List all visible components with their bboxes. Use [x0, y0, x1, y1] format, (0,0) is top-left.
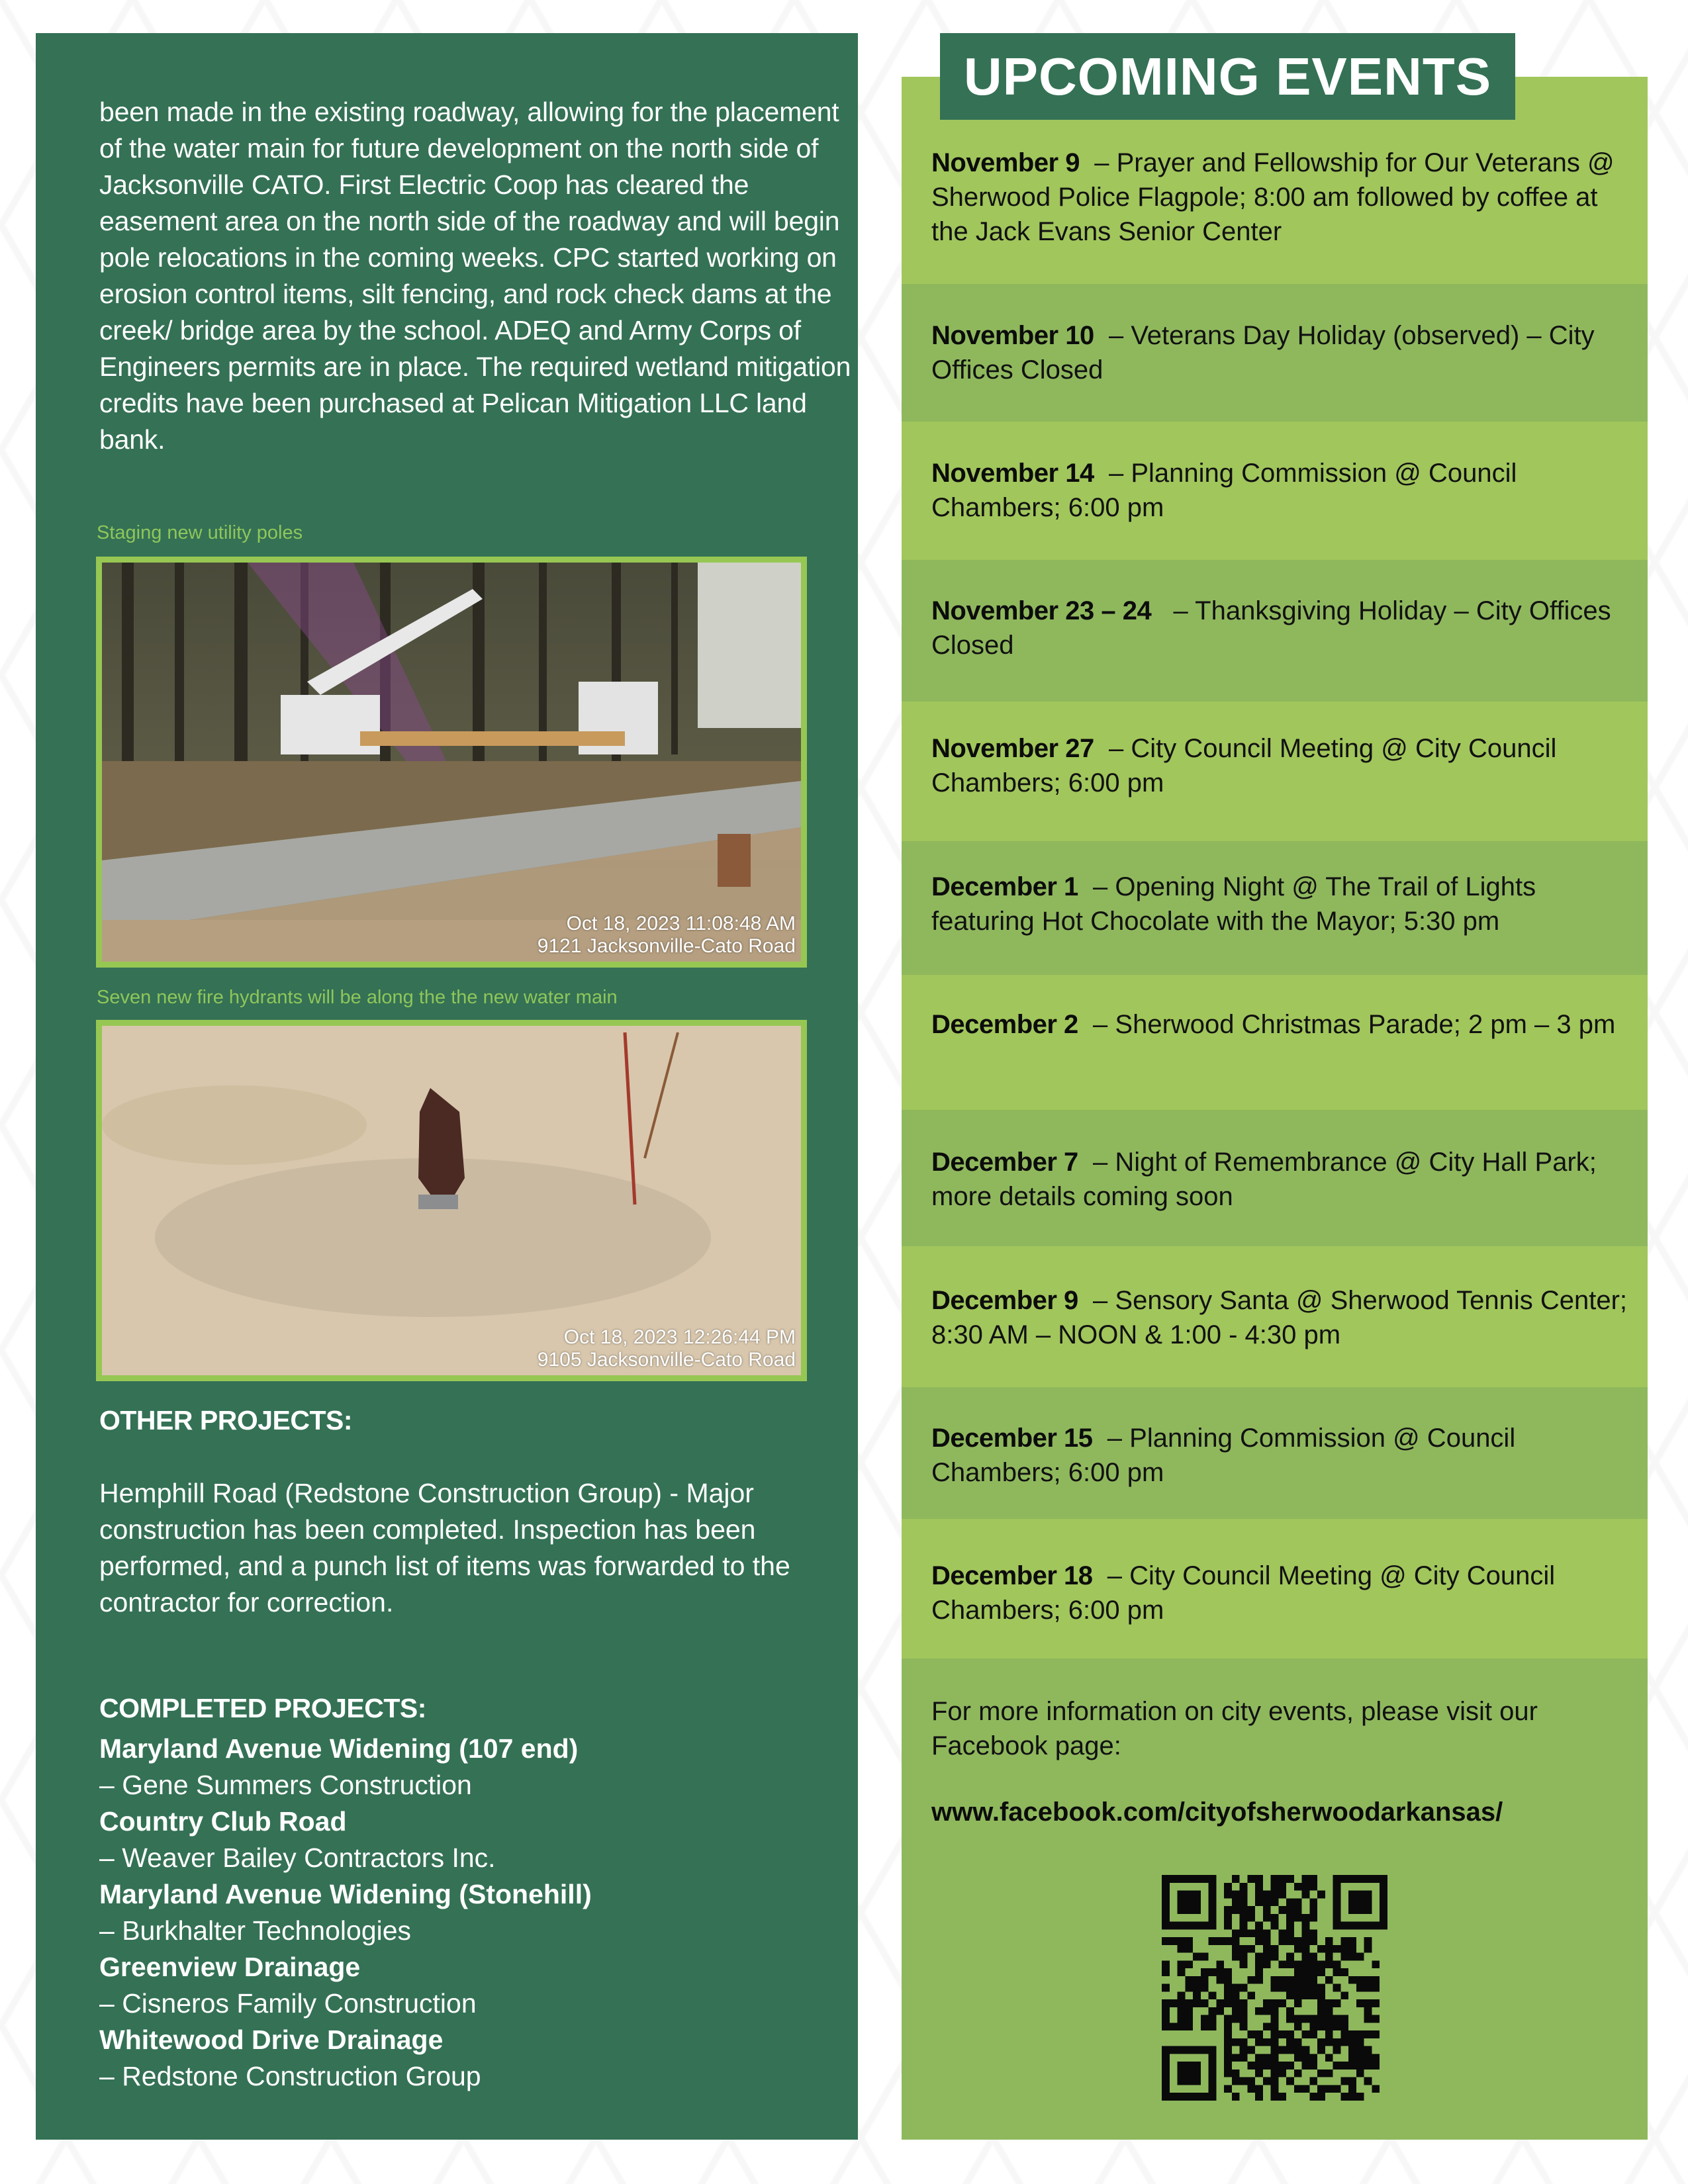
event-item [931, 870, 1640, 938]
completed-project-item [99, 1949, 861, 2022]
completed-project-item [99, 1803, 861, 1876]
event-item [931, 1283, 1640, 1352]
upcoming-events-header [940, 33, 1515, 120]
other-projects-heading: OTHER PROJECTS: [99, 1405, 353, 1435]
project-name: Whitewood Drive Drainage [99, 2025, 444, 2055]
qr-code-icon[interactable] [1162, 1875, 1387, 2101]
event-date: November 23 – 24 [931, 596, 1152, 625]
event-date: December 15 [931, 1424, 1093, 1453]
completed-project-item [99, 1731, 861, 1803]
event-date: November 14 [931, 459, 1094, 488]
project-contractor: – Cisneros Family Construction [99, 1988, 477, 2019]
event-item [931, 1007, 1640, 1042]
event-date: November 10 [931, 321, 1094, 350]
event-date: December 9 [931, 1286, 1078, 1315]
event-item [931, 1145, 1640, 1214]
event-date: November 9 [931, 148, 1080, 177]
project-name: Maryland Avenue Widening (107 end) [99, 1733, 579, 1764]
project-contractor: – Gene Summers Construction [99, 1770, 472, 1800]
event-description: – Thanksgiving Holiday – City Offices Closed [931, 596, 1611, 660]
event-item [931, 1421, 1640, 1490]
project-contractor: – Redstone Construction Group [99, 2061, 481, 2091]
event-item [931, 1559, 1640, 1627]
event-date: December 1 [931, 872, 1078, 901]
event-item [931, 731, 1640, 800]
project-name: Greenview Drainage [99, 1952, 361, 1982]
facebook-link[interactable]: www.facebook.com/cityofsherwoodarkansas/ [931, 1797, 1503, 1827]
event-description: – Sherwood Christmas Parade; 2 pm – 3 pm [1093, 1010, 1616, 1039]
event-item [931, 318, 1640, 387]
event-description: – Prayer and Fellowship for Our Veterans @ Sherwood Police Flagpole; 8:00 am followed by coffee at the Jack Evans Senior Center [931, 148, 1615, 246]
photo-timestamp [538, 913, 796, 958]
event-description: – Planning Commission @ Council Chambers; 6:00 pm [931, 1424, 1516, 1487]
project-name: Country Club Road [99, 1806, 347, 1837]
completed-project-item [99, 2022, 861, 2095]
timestamp-date: Oct 18, 2023 11:08:48 AM [566, 913, 796, 934]
completed-projects-list [99, 1731, 861, 2095]
upcoming-events-panel [902, 77, 1648, 2140]
project-name: Maryland Avenue Widening (Stonehill) [99, 1879, 592, 1909]
event-date: December 2 [931, 1010, 1078, 1039]
event-description: – City Council Meeting @ City Council Chambers; 6:00 pm [931, 1561, 1556, 1625]
event-band [902, 975, 1648, 1110]
completed-projects-heading: COMPLETED PROJECTS: [99, 1693, 426, 1723]
project-updates-panel [36, 33, 858, 2140]
event-item [931, 146, 1640, 249]
timestamp-address: 9121 Jacksonville-Cato Road [537, 935, 796, 957]
event-item [931, 594, 1640, 662]
event-date: December 7 [931, 1148, 1078, 1177]
event-description: – Veterans Day Holiday (observed) – City Offices Closed [931, 321, 1595, 385]
intro-paragraph: been made in the existing roadway, allowing for the placement of the water main for future development on the north side of Jacksonville CATO. First Electric Coop has cleared the easement area on the north side of the roadway and will begin pole relocations in the coming weeks. CPC started working on erosion control items, silt fencing, and rock check dams at the creek/ bridge area by the school. ADEQ and Army Corps of Engineers permits are in place. The required wetland mitigation credits have been purchased at Pelican Mitigation LLC land bank. [99, 97, 851, 455]
event-date: December 18 [931, 1561, 1093, 1590]
event-description: – Night of Remembrance @ City Hall Park; more details coming soon [931, 1148, 1597, 1211]
photo-utility-poles [96, 557, 807, 968]
event-description: – City Council Meeting @ City Council Chambers; 6:00 pm [931, 734, 1557, 797]
more-info-text: For more information on city events, please visit our Facebook page: [931, 1697, 1538, 1760]
event-description: – Planning Commission @ Council Chambers; 6:00 pm [931, 459, 1517, 522]
upcoming-events-title: UPCOMING EVENTS [963, 46, 1492, 106]
project-contractor: – Burkhalter Technologies [99, 1915, 412, 1946]
event-item [931, 456, 1640, 525]
event-date: November 27 [931, 734, 1094, 763]
utility-poles-image [102, 563, 801, 962]
photo-caption-utility-poles: Staging new utility poles [97, 522, 303, 543]
other-projects-body: Hemphill Road (Redstone Construction Group) - Major construction has been completed. Inspection has been performed, and a punch list of items was forwarded to the contractor for correction. [99, 1478, 790, 1617]
project-contractor: – Weaver Bailey Contractors Inc. [99, 1843, 496, 1873]
photo-caption-fire-hydrants: Seven new fire hydrants will be along the the new water main [97, 987, 618, 1008]
photo-timestamp [538, 1326, 796, 1371]
fire-hydrant-image [102, 1026, 801, 1375]
event-description: – Sensory Santa @ Sherwood Tennis Center; 8:30 AM – NOON & 1:00 - 4:30 pm [931, 1286, 1628, 1349]
event-description: – Opening Night @ The Trail of Lights featuring Hot Chocolate with the Mayor; 5:30 pm [931, 872, 1536, 936]
timestamp-date: Oct 18, 2023 12:26:44 PM [563, 1326, 796, 1348]
timestamp-address: 9105 Jacksonville-Cato Road [537, 1349, 796, 1371]
completed-project-item [99, 1876, 861, 1949]
photo-fire-hydrant [96, 1020, 807, 1381]
